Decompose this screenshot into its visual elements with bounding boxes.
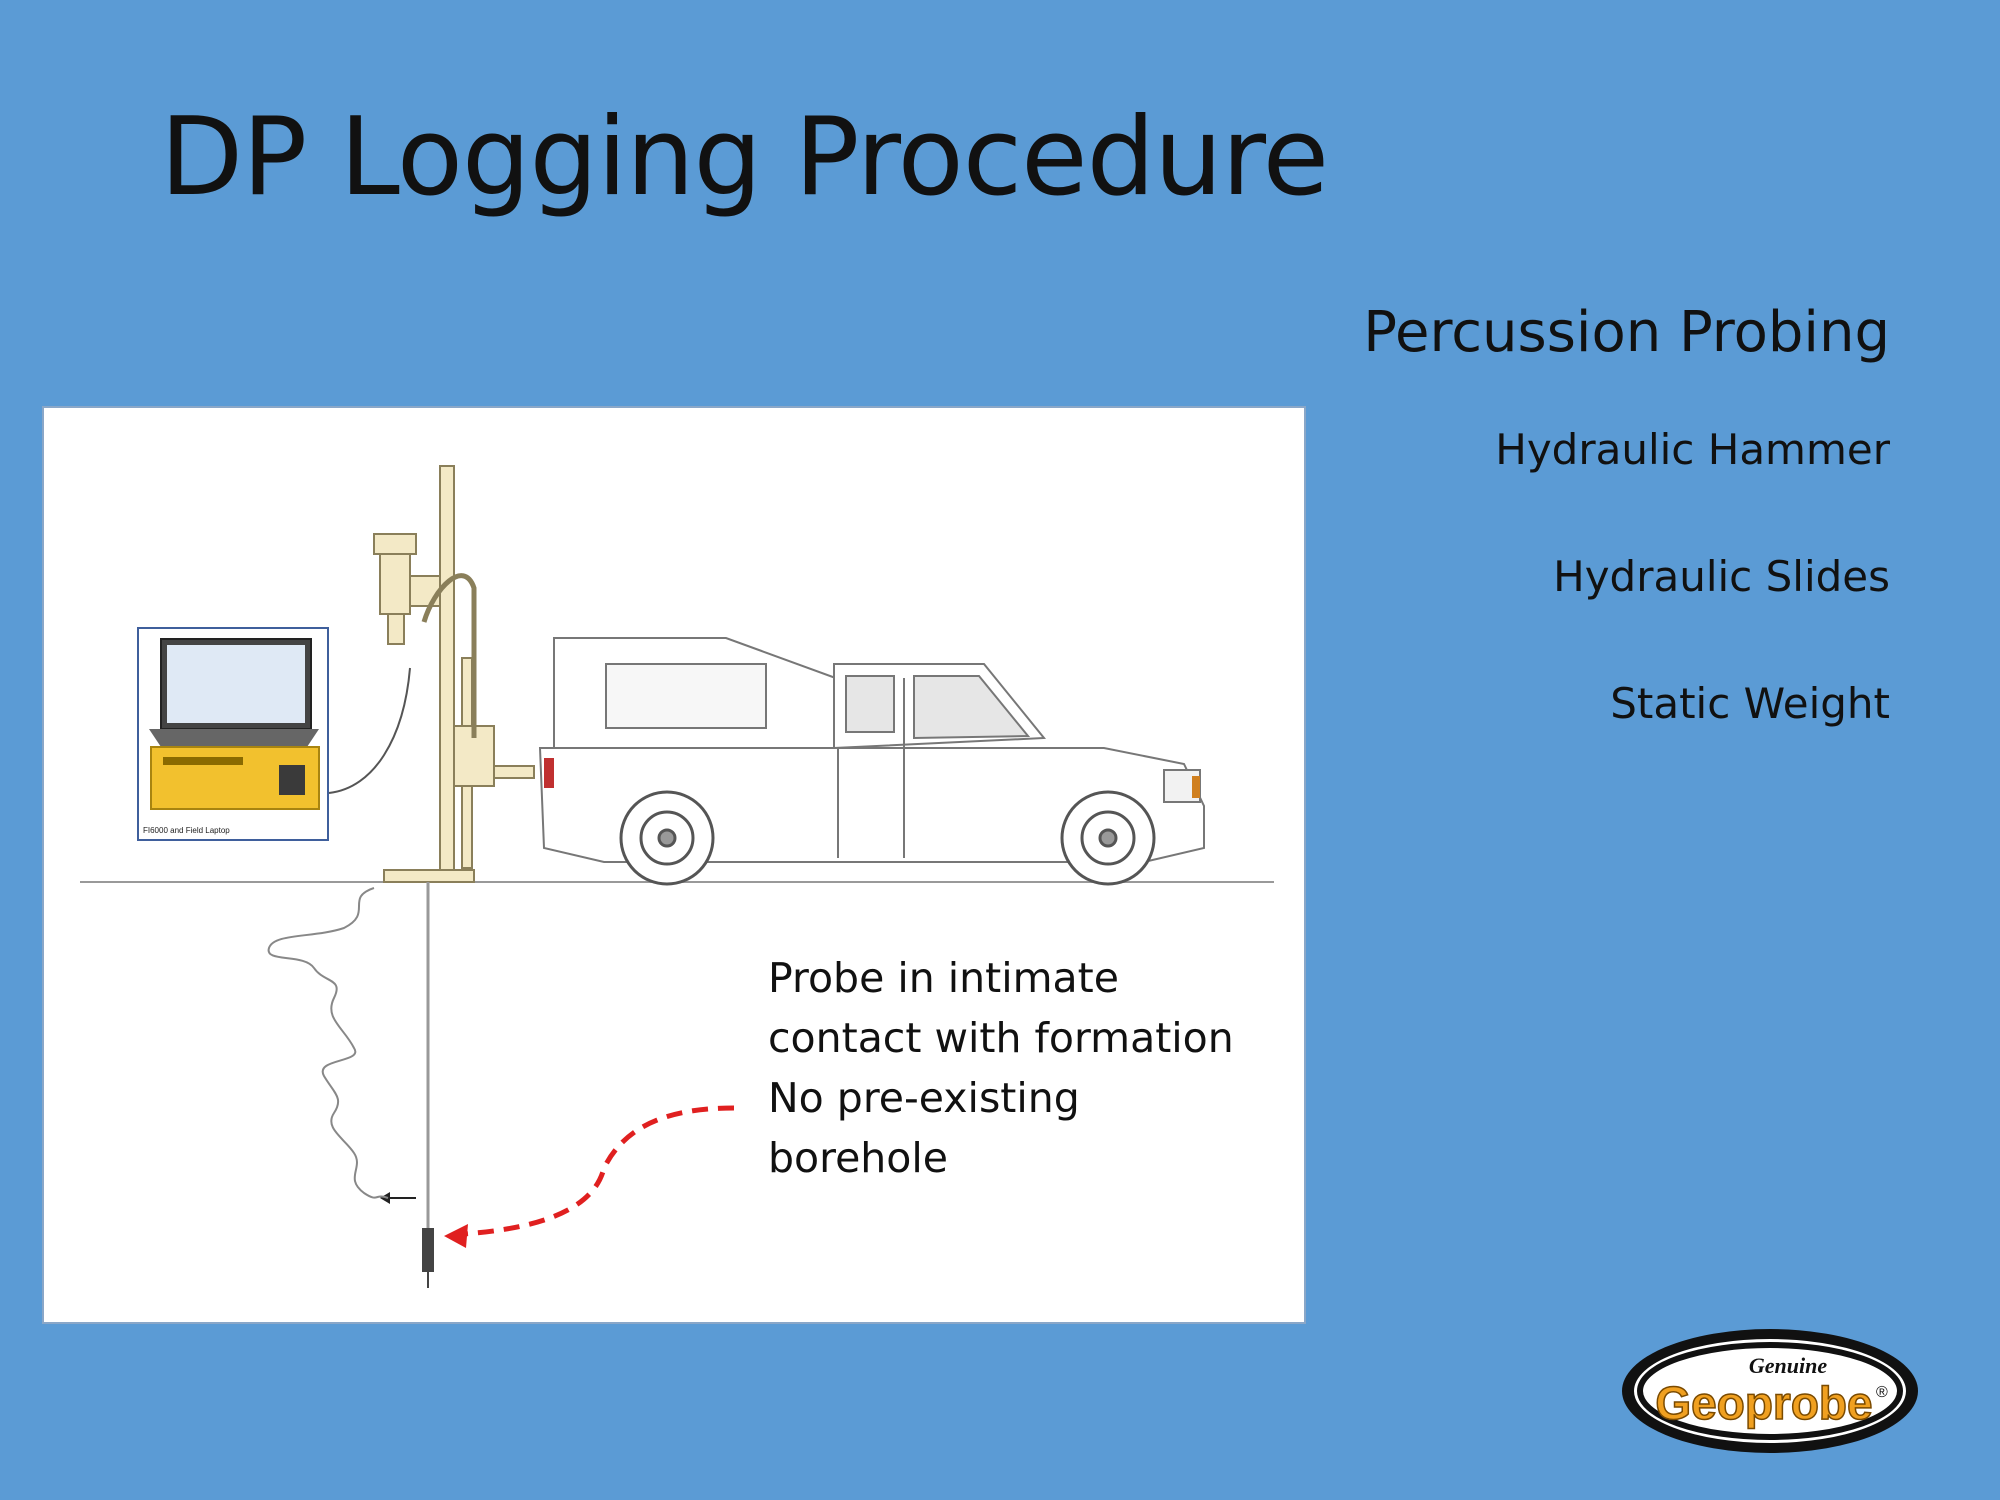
callout-arrow xyxy=(464,1108,734,1234)
diagram-panel xyxy=(42,406,1306,1324)
probe-rig xyxy=(374,466,534,882)
geoprobe-logo xyxy=(1618,1325,1922,1457)
logo-genuine: Genuine xyxy=(1748,1353,1828,1378)
laptop-inset xyxy=(137,627,329,841)
log-trace xyxy=(269,888,388,1198)
slide-title: DP Logging Procedure xyxy=(160,95,1329,220)
callout-line-1: Probe in intimate xyxy=(768,954,1119,1002)
side-item-weight: Static Weight xyxy=(1610,679,1890,728)
probe-tip xyxy=(422,1228,434,1272)
laptop-caption: FI6000 and Field Laptop xyxy=(143,826,230,835)
logo-registered: ® xyxy=(1876,1384,1888,1401)
callout-line-4: borehole xyxy=(768,1134,948,1182)
callout-text xyxy=(768,948,1234,1188)
side-item-slides: Hydraulic Slides xyxy=(1553,552,1890,601)
laptop-icon xyxy=(139,629,327,819)
side-heading: Percussion Probing xyxy=(1363,300,1890,365)
side-panel xyxy=(1363,300,1890,806)
callout-line-2: contact with formation xyxy=(768,1014,1234,1062)
side-item-hammer: Hydraulic Hammer xyxy=(1495,425,1890,474)
callout-line-3: No pre-existing xyxy=(768,1074,1080,1122)
logo-geoprobe: Geoprobe xyxy=(1655,1377,1873,1429)
diagram-illustration xyxy=(44,408,1308,1326)
